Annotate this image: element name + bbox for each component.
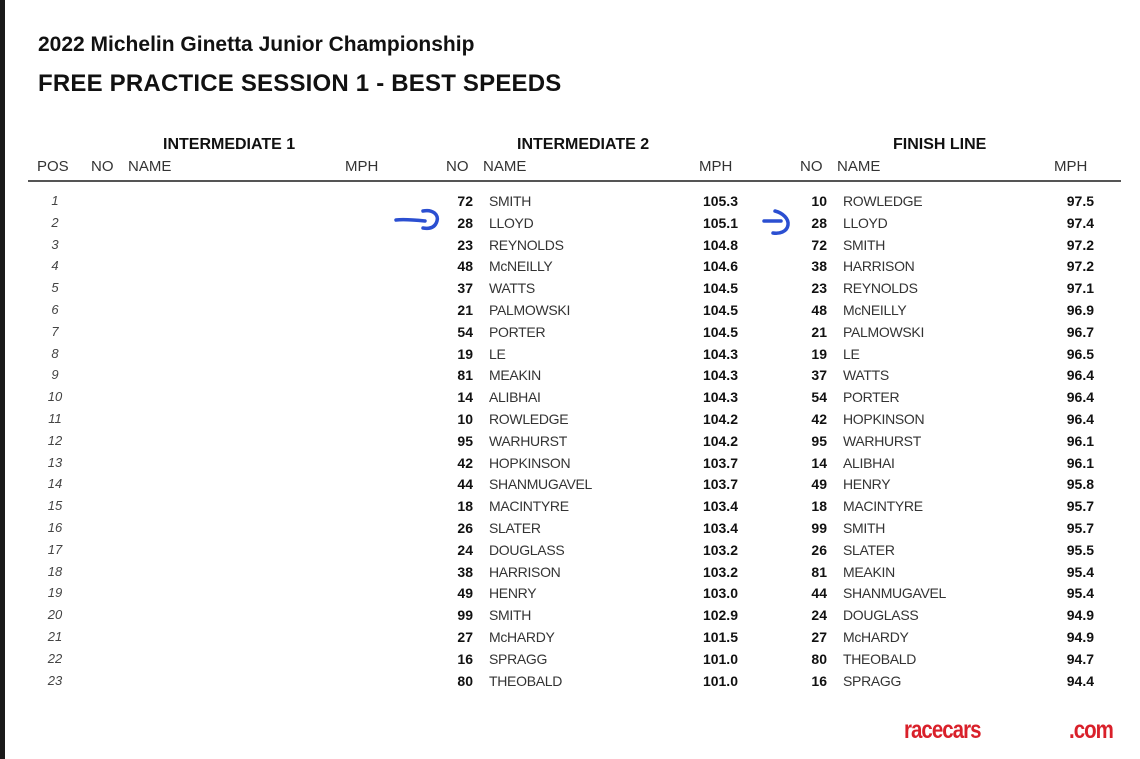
- intermediate-2-car-number: 27: [457, 629, 473, 645]
- finish-line-speed: 95.8: [1066, 476, 1094, 493]
- arrow-annotation-finish-line-icon: [761, 207, 795, 237]
- finish-line-driver-name: HARRISON: [843, 258, 915, 275]
- intermediate-2-driver-name: SHANMUGAVEL: [489, 476, 593, 493]
- finish-line-speed: 97.2: [1066, 236, 1094, 253]
- finish-line-car-number: 23: [811, 280, 827, 297]
- table-row: [0, 257, 1140, 279]
- finish-line-car-number: 18: [811, 498, 827, 515]
- intermediate-2-driver-name: WATTS: [489, 280, 535, 297]
- finish-line-speed: 97.2: [1066, 258, 1094, 275]
- position: 7: [51, 323, 59, 339]
- intermediate-2-speed: 104.3: [702, 367, 738, 384]
- intermediate-2-driver-name: HARRISON: [489, 563, 561, 580]
- finish-line-speed: 96.4: [1066, 411, 1094, 427]
- intermediate-2-car-number: 24: [457, 541, 473, 558]
- intermediate-2-car-number: 44: [457, 476, 473, 493]
- finish-line-driver-name: THEOBALD: [843, 650, 917, 667]
- header-fl-mph: MPH: [1054, 158, 1088, 175]
- position: 22: [47, 650, 63, 666]
- finish-line-speed: 96.4: [1066, 389, 1094, 406]
- intermediate-2-speed: 103.4: [702, 520, 738, 536]
- position: 12: [47, 432, 63, 448]
- intermediate-2-driver-name: SMITH: [489, 193, 532, 209]
- finish-line-speed: 96.7: [1066, 323, 1094, 340]
- finish-line-speed: 95.5: [1066, 541, 1094, 558]
- finish-line-driver-name: DOUGLASS: [843, 607, 919, 624]
- finish-line-speed: 94.4: [1066, 672, 1094, 689]
- intermediate-2-driver-name: HENRY: [489, 585, 537, 602]
- finish-line-driver-name: LE: [843, 345, 860, 362]
- position: 6: [51, 302, 59, 317]
- table-row: [0, 214, 1140, 236]
- finish-line-speed: 94.9: [1066, 607, 1094, 624]
- intermediate-2-speed: 104.2: [702, 411, 738, 427]
- finish-line-driver-name: WATTS: [843, 367, 889, 384]
- position: 17: [47, 541, 63, 557]
- finish-line-speed: 96.9: [1066, 302, 1094, 318]
- finish-line-speed: 96.5: [1066, 345, 1094, 362]
- finish-line-car-number: 27: [811, 629, 827, 645]
- intermediate-2-driver-name: SLATER: [489, 520, 541, 536]
- finish-line-speed: 96.1: [1066, 454, 1094, 471]
- intermediate-2-driver-name: MACINTYRE: [489, 498, 569, 515]
- intermediate-2-driver-name: LE: [489, 345, 506, 362]
- table-row: [0, 541, 1140, 563]
- intermediate-2-car-number: 23: [457, 236, 473, 253]
- intermediate-2-driver-name: PORTER: [489, 323, 546, 340]
- header-divider: [28, 180, 1121, 182]
- intermediate-2-speed: 104.6: [702, 258, 738, 275]
- position: 3: [51, 236, 59, 252]
- finish-line-speed: 95.4: [1066, 585, 1094, 602]
- intermediate-2-speed: 103.0: [702, 585, 738, 602]
- intermediate-2-car-number: 81: [457, 367, 473, 384]
- position: 16: [47, 520, 63, 535]
- intermediate-2-driver-name: LLOYD: [489, 214, 534, 231]
- table-row: [0, 388, 1140, 410]
- finish-line-driver-name: MACINTYRE: [843, 498, 923, 515]
- intermediate-2-driver-name: SMITH: [489, 607, 532, 624]
- finish-line-car-number: 21: [811, 323, 827, 340]
- intermediate-2-driver-name: ROWLEDGE: [489, 411, 569, 427]
- finish-line-driver-name: LLOYD: [843, 214, 888, 231]
- table-row: [0, 323, 1140, 345]
- finish-line-car-number: 48: [811, 302, 827, 318]
- finish-line-car-number: 24: [811, 607, 827, 624]
- table-row: [0, 584, 1140, 606]
- finish-line-driver-name: ALIBHAI: [843, 454, 895, 471]
- finish-line-car-number: 42: [811, 411, 827, 427]
- table-row: [0, 454, 1140, 476]
- table-row: [0, 236, 1140, 258]
- position: 9: [51, 367, 59, 383]
- intermediate-2-driver-name: HOPKINSON: [489, 454, 571, 471]
- finish-line-driver-name: SMITH: [843, 236, 886, 253]
- intermediate-2-car-number: 28: [457, 214, 473, 231]
- intermediate-2-driver-name: McHARDY: [489, 629, 555, 645]
- intermediate-2-speed: 103.2: [702, 541, 738, 558]
- table-row: [0, 606, 1140, 628]
- table-row: [0, 672, 1140, 694]
- position: 15: [47, 498, 63, 514]
- header-fl-name: NAME: [837, 158, 881, 175]
- finish-line-car-number: 26: [811, 541, 827, 558]
- intermediate-2-driver-name: DOUGLASS: [489, 541, 565, 558]
- finish-line-speed: 96.1: [1066, 432, 1094, 449]
- finish-line-speed: 97.1: [1066, 280, 1094, 297]
- intermediate-2-speed: 104.8: [702, 236, 738, 253]
- finish-line-driver-name: PALMOWSKI: [843, 323, 925, 340]
- finish-line-car-number: 49: [811, 476, 827, 493]
- table-row: [0, 432, 1140, 454]
- finish-line-car-number: 95: [811, 432, 827, 449]
- finish-line-car-number: 38: [811, 258, 827, 275]
- intermediate-2-car-number: 21: [457, 302, 473, 318]
- intermediate-2-speed: 102.9: [702, 607, 738, 624]
- intermediate-2-car-number: 49: [457, 585, 473, 602]
- intermediate-2-speed: 105.1: [702, 214, 738, 231]
- intermediate-2-speed: 104.5: [702, 323, 738, 340]
- position: 2: [51, 214, 59, 230]
- position: 21: [47, 629, 63, 644]
- intermediate-2-car-number: 10: [457, 411, 473, 427]
- finish-line-driver-name: McNEILLY: [843, 302, 907, 318]
- intermediate-2-car-number: 42: [457, 454, 473, 471]
- intermediate-2-driver-name: REYNOLDS: [489, 236, 564, 253]
- intermediate-2-car-number: 26: [457, 520, 473, 536]
- header-fl-no: NO: [800, 158, 823, 175]
- position: 23: [47, 672, 63, 688]
- header-pos: POS: [37, 158, 69, 175]
- intermediate-2-speed: 101.0: [702, 672, 738, 689]
- finish-line-car-number: 99: [811, 520, 827, 536]
- intermediate-2-speed: 103.4: [702, 498, 738, 515]
- championship-title: 2022 Michelin Ginetta Junior Championship: [38, 33, 475, 56]
- finish-line-speed: 97.4: [1066, 214, 1094, 231]
- table-row: [0, 192, 1140, 214]
- position: 11: [48, 411, 62, 426]
- finish-line-driver-name: SHANMUGAVEL: [843, 585, 947, 602]
- table-row: [0, 345, 1140, 367]
- table-row: [0, 475, 1140, 497]
- intermediate-2-speed: 104.5: [702, 280, 738, 297]
- finish-line-driver-name: SPRAGG: [843, 672, 902, 689]
- finish-line-car-number: 81: [811, 563, 827, 580]
- position: 19: [47, 585, 63, 601]
- intermediate-2-driver-name: WARHURST: [489, 432, 567, 449]
- finish-line-speed: 95.7: [1066, 498, 1094, 515]
- intermediate-2-speed: 103.7: [702, 454, 738, 471]
- intermediate-2-speed: 101.5: [702, 629, 738, 645]
- finish-line-driver-name: PORTER: [843, 389, 900, 406]
- finish-line-speed: 94.7: [1066, 650, 1094, 667]
- intermediate-2-speed: 103.2: [702, 563, 738, 580]
- finish-line-car-number: 14: [811, 454, 827, 471]
- intermediate-2-speed: 105.3: [702, 193, 738, 209]
- finish-line-car-number: 80: [811, 650, 827, 667]
- table-row: [0, 366, 1140, 388]
- position: 18: [47, 563, 63, 579]
- watermark-racecars: racecars: [904, 716, 981, 744]
- intermediate-2-driver-name: SPRAGG: [489, 650, 548, 667]
- section-title-intermediate-2: INTERMEDIATE 2: [517, 136, 650, 153]
- position: 5: [51, 280, 59, 296]
- finish-line-speed: 95.4: [1066, 563, 1094, 580]
- table-row: [0, 519, 1140, 541]
- header-i1-name: NAME: [128, 158, 172, 175]
- intermediate-2-speed: 104.3: [702, 345, 738, 362]
- intermediate-2-speed: 104.3: [702, 389, 738, 406]
- header-i2-no: NO: [446, 158, 469, 175]
- header-i2-mph: MPH: [699, 158, 733, 175]
- session-title: FREE PRACTICE SESSION 1 - BEST SPEEDS: [38, 70, 562, 97]
- intermediate-2-speed: 104.2: [702, 432, 738, 449]
- finish-line-driver-name: HOPKINSON: [843, 411, 925, 427]
- intermediate-2-driver-name: MEAKIN: [489, 367, 541, 384]
- position: 20: [47, 607, 63, 623]
- finish-line-driver-name: SMITH: [843, 520, 886, 536]
- intermediate-2-car-number: 72: [457, 193, 473, 209]
- header-i1-mph: MPH: [345, 158, 379, 175]
- finish-line-car-number: 54: [811, 389, 827, 406]
- finish-line-speed: 95.7: [1066, 520, 1094, 536]
- finish-line-car-number: 16: [811, 672, 827, 689]
- intermediate-2-car-number: 80: [457, 672, 473, 689]
- intermediate-2-car-number: 37: [457, 280, 473, 297]
- intermediate-2-car-number: 99: [457, 607, 473, 624]
- table-row: [0, 563, 1140, 585]
- position: 1: [51, 193, 59, 208]
- table-row: [0, 279, 1140, 301]
- intermediate-2-speed: 104.5: [702, 302, 738, 318]
- intermediate-2-driver-name: THEOBALD: [489, 672, 563, 689]
- finish-line-car-number: 19: [811, 345, 827, 362]
- arrow-annotation-intermediate-2-icon: [393, 207, 445, 233]
- finish-line-driver-name: ROWLEDGE: [843, 193, 923, 209]
- finish-line-speed: 97.5: [1066, 193, 1094, 209]
- finish-line-car-number: 72: [811, 236, 827, 253]
- table-row: [0, 628, 1140, 650]
- position: 14: [47, 476, 63, 492]
- intermediate-2-car-number: 19: [457, 345, 473, 362]
- finish-line-driver-name: HENRY: [843, 476, 891, 493]
- finish-line-speed: 94.9: [1066, 629, 1094, 645]
- intermediate-2-car-number: 18: [457, 498, 473, 515]
- intermediate-2-car-number: 48: [457, 258, 473, 275]
- section-title-finish-line: FINISH LINE: [893, 136, 987, 153]
- watermark-dotcom: .com: [1069, 716, 1113, 744]
- intermediate-2-driver-name: PALMOWSKI: [489, 302, 571, 318]
- table-row: [0, 410, 1140, 432]
- finish-line-driver-name: WARHURST: [843, 432, 921, 449]
- finish-line-car-number: 37: [811, 367, 827, 384]
- finish-line-driver-name: SLATER: [843, 541, 895, 558]
- position: 13: [47, 454, 63, 470]
- position: 4: [51, 258, 59, 274]
- finish-line-driver-name: REYNOLDS: [843, 280, 918, 297]
- position: 8: [51, 345, 59, 361]
- finish-line-speed: 96.4: [1066, 367, 1094, 384]
- finish-line-car-number: 28: [811, 214, 827, 231]
- finish-line-car-number: 44: [811, 585, 827, 602]
- intermediate-2-car-number: 16: [457, 650, 473, 667]
- intermediate-2-car-number: 54: [457, 323, 473, 340]
- finish-line-driver-name: McHARDY: [843, 629, 909, 645]
- intermediate-2-car-number: 38: [457, 563, 473, 580]
- intermediate-2-driver-name: ALIBHAI: [489, 389, 541, 406]
- header-i2-name: NAME: [483, 158, 527, 175]
- intermediate-2-driver-name: McNEILLY: [489, 258, 553, 275]
- position: 10: [47, 389, 63, 405]
- section-title-intermediate-1: INTERMEDIATE 1: [163, 136, 296, 153]
- intermediate-2-car-number: 95: [457, 432, 473, 449]
- table-row: [0, 301, 1140, 323]
- table-row: [0, 650, 1140, 672]
- intermediate-2-car-number: 14: [457, 389, 473, 406]
- table-row: [0, 497, 1140, 519]
- finish-line-driver-name: MEAKIN: [843, 563, 895, 580]
- intermediate-2-speed: 101.0: [702, 650, 738, 667]
- header-i1-no: NO: [91, 158, 114, 175]
- intermediate-2-speed: 103.7: [702, 476, 738, 493]
- finish-line-car-number: 10: [811, 193, 827, 209]
